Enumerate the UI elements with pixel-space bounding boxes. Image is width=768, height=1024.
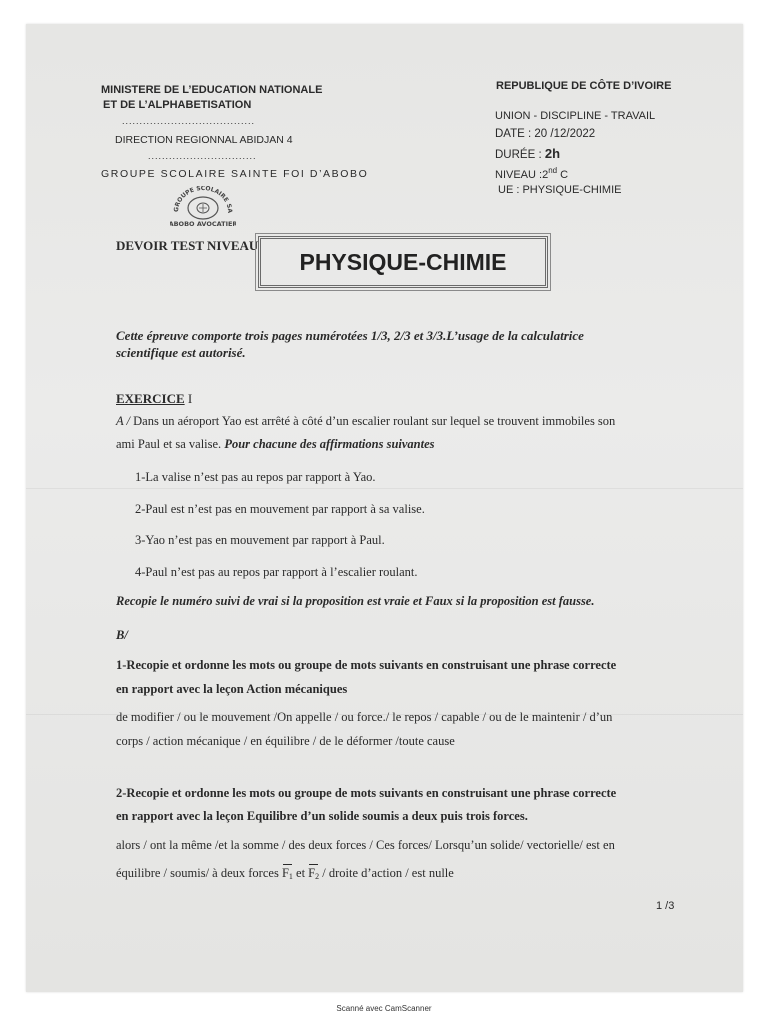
dots-separator-2: ............................... [148,151,257,161]
vector-f1 [282,866,293,881]
statement-3: 3-Yao n’est pas en mouvement par rapport à Paul. [135,533,385,547]
part-a-line-1 [116,414,615,429]
question-2-words-part-b: / droite d’action / est nulle [319,866,454,880]
vector-f2 [308,866,319,881]
exam-level [495,166,568,181]
exam-title: PHYSIQUE-CHIMIE [299,248,507,275]
statement-4: 4-Paul n’est pas au repos par rapport à l’escalier roulant. [135,565,418,579]
statement-1: 1-La valise n’est pas au repos par rapport à Yao. [135,470,376,484]
level-label: NIVEAU :2 [495,169,549,181]
question-2-words-line-1: alors / ont la même /et la somme / des deux forces / Ces forces/ Lorsqu’un solide/ vectorielle/ est en [116,838,615,852]
seal-text-top: GROUPE SCOLAIRE SA [172,186,234,214]
question-1-line-2: en rapport avec la leçon Action mécaniques [116,682,348,696]
teaching-unit: UE : PHYSIQUE-CHIMIE [498,184,622,196]
regional-direction: DIRECTION REGIONNAL ABIDJAN 4 [115,134,293,146]
question-1-words-line-2: corps / action mécanique / en équilibre / de le déformer /toute cause [116,734,455,748]
republic-label: REPUBLIQUE DE CÔTE D’IVOIRE [496,80,672,92]
question-2-line-2: en rapport avec la leçon Equilibre d’un solide soumis a deux puis trois forces. [116,809,528,823]
exercise-heading-label: EXERCICE [116,391,185,406]
devoir-label: DEVOIR TEST NIVEAU [116,238,259,253]
statement-2: 2-Paul est n’est pas en mouvement par rapport à sa valise. [135,502,425,516]
instruction-text: Recopie le numéro suivi de vrai si la proposition est vraie et Faux si la proposition est fausse. [116,594,595,608]
national-motto: UNION - DISCIPLINE - TRAVAIL [495,110,656,122]
exercise-number: I [184,391,193,406]
school-name: GROUPE SCOLAIRE SAINTE FOI D’ABOBO [101,168,369,180]
vector-f1-letter: F [281,866,289,880]
dots-separator-1: ...................................... [122,116,256,126]
vector-f2-subscript: 2 [315,872,320,881]
question-2-words-part-a: équilibre / soumis/ à deux forces [116,866,282,880]
level-suffix: C [557,169,569,181]
part-a-label: A / [116,414,131,428]
page-number: 1 /3 [656,900,675,912]
exercise-heading [116,391,192,407]
scanner-footer: Scanné avec CamScanner [336,1004,432,1013]
ministry-line-2: ET DE L’ALPHABETISATION [103,99,252,111]
question-2-words-line-2 [116,866,454,881]
question-1-line-1: 1-Recopie et ordonne les mots ou groupe de mots suivants en construisant une phrase correcte [116,658,617,672]
part-b-label: B/ [116,628,128,642]
vector-f2-letter: F [308,866,316,880]
exam-title-box [258,236,548,288]
vector-f1-subscript: 1 [288,872,293,881]
intro-line-2: scientifique est autorisé. [116,345,246,360]
part-a-text: Dans un aéroport Yao est arrêté à côté d’un escalier roulant sur lequel se trouvent immobiles son [130,414,616,428]
question-2-line-1: 2-Recopie et ordonne les mots ou groupe de mots suivants en construisant une phrase correcte [116,786,617,800]
part-a-line-2-plain: ami Paul et sa valise. [116,437,225,451]
school-seal-logo [170,186,236,228]
exam-date: DATE : 20 /12/2022 [495,128,596,140]
intro-line-1: Cette épreuve comporte trois pages numérotées 1/3, 2/3 et 3/3.L’usage de la calculatrice [116,328,584,343]
exam-duration [495,146,560,161]
part-a-line-2 [116,437,435,452]
part-a-line-2-italic: Pour chacune des affirmations suivantes [224,437,435,451]
level-superscript: nd [548,166,558,175]
ministry-line-1: MINISTERE DE L’EDUCATION NATIONALE [101,84,323,96]
conjunction-et: et [292,866,309,880]
svg-text:GROUPE SCOLAIRE SAINTE FOI [170,186,233,214]
duration-label: DURÉE : [495,149,542,161]
question-1-words-line-1: de modifier / ou le mouvement /On appelle / ou force./ le repos / capable / ou de le maintenir / d’un [116,710,613,724]
seal-text-bottom: ABOBO AVOCATIER [170,220,236,228]
duration-value: 2h [544,146,561,161]
